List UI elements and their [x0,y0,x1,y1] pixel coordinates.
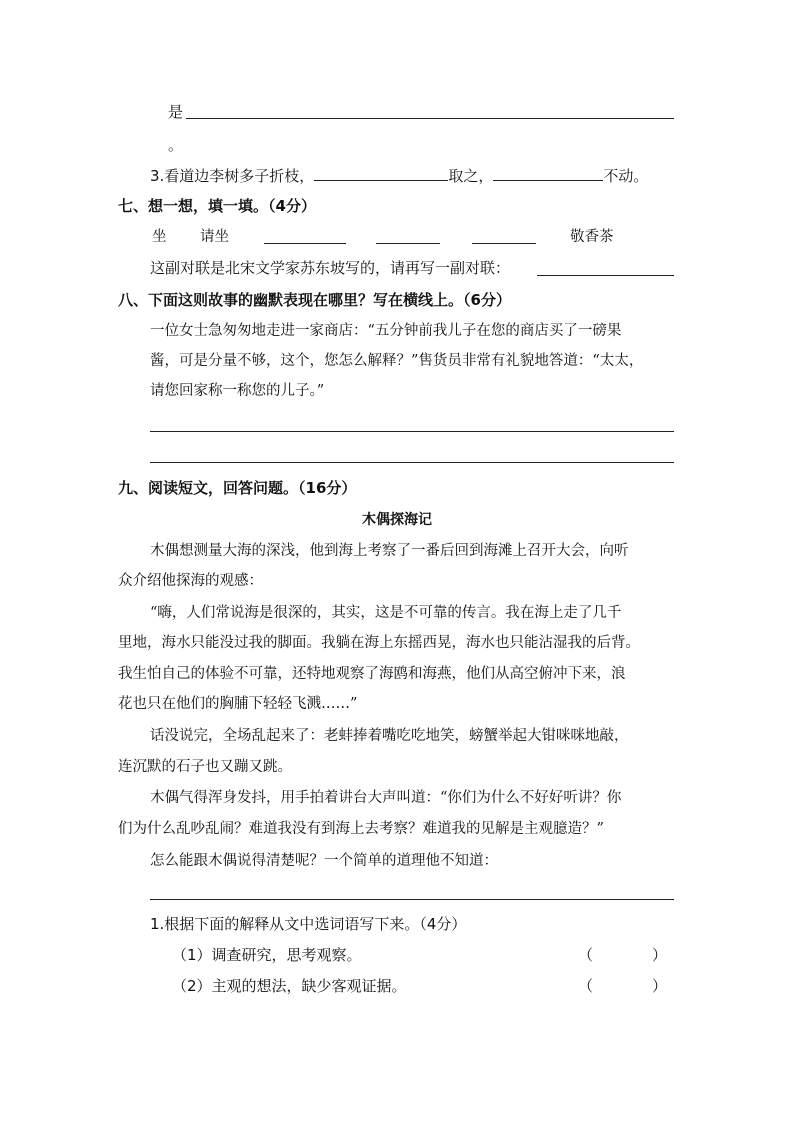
answer-line[interactable] [150,462,674,463]
passage-line: 木偶气得浑身发抖，用手拍着讲台大声叫道：“你们为什么不好好听讲？你 [150,790,622,806]
q8-heading: 八、下面这则故事的幽默表现在哪里？写在横线上。（6分） [118,291,511,309]
answer-box[interactable] [598,976,648,996]
paren-open: （ [578,946,594,964]
couplet-blank-1[interactable] [264,243,346,244]
q6-item3-text2: 取之， [448,167,494,185]
q6-item3-text3: 不动。 [603,167,649,185]
passage-title: 木偶探海记 [362,512,432,528]
passage-line: 里地，海水只能没过我的脚面。我躺在海上东摇西晃，海水也只能沾湿我的后背。 [118,635,640,651]
sub1-item-label: （2）主观的想法，缺少客观证据。 [172,977,407,995]
passage-line: 连沉默的石子也又蹦又跳。 [118,759,292,775]
q7-instruction: 这副对联是北宋文学家苏东坡写的，请再写一副对联： [150,259,511,277]
blank-1[interactable] [314,166,448,181]
story-line: 请您回家称一称您的儿子。” [150,383,325,399]
answer-line[interactable] [186,118,674,119]
couplet-word-3: 敬香茶 [570,229,614,245]
paren-close: ） [652,977,668,995]
passage-line: 怎么能跟木偶说得清楚呢？一个简单的道理他不知道： [150,853,498,869]
passage-line: 们为什么乱吵乱闹？难道我没有到海上去考察？难道我的见解是主观臆造？” [118,821,604,837]
couplet-blank-3[interactable] [472,243,536,244]
sub1-heading: 1.根据下面的解释从文中选词语写下来。（4分） [150,915,467,933]
story-line: 一位女士急匆匆地走进一家商店：“五分钟前我儿子在您的商店买了一磅果 [150,323,622,339]
q9-heading: 九、阅读短文，回答问题。（16分） [118,479,357,497]
passage-line: 我生怕自己的体验不可靠，还特地观察了海鸥和海燕，他们从高空俯冲下来，浪 [118,666,626,682]
couplet-blank-2[interactable] [376,243,440,244]
couplet-word-1: 坐 [152,229,167,245]
answer-line[interactable] [150,431,674,432]
passage-line: 众介绍他探海的观感： [118,573,263,589]
paren-open: （ [578,977,594,995]
q7-heading: 七、想一想，填一填。（4分） [118,197,316,215]
couplet-word-2: 请坐 [200,229,229,245]
story-line: 酱，可是分量不够，这个，您怎么解释？”售货员非常有礼貌地答道：“太太， [150,353,644,369]
sub1-item-label: （1）调查研究，思考观察。 [172,946,362,964]
q6-item3 [150,166,648,186]
paren-close: ） [652,946,668,964]
q6-line2-prefix: 是 [168,103,184,121]
answer-box[interactable] [598,945,648,965]
passage-line: “嗨，人们常说海是很深的，其实，这是不可靠的传言。我在海上走了几千 [150,605,622,621]
passage-line: 话没说完，全场乱起来了：老蚌捧着嘴吃吃地笑，螃蟹举起大钳咪咪地敲， [150,728,629,744]
blank-2[interactable] [493,166,603,181]
q6-line2-end: 。 [168,136,184,154]
couplet-answer-line[interactable] [537,275,674,276]
q6-item3-text1: 3.看道边李树多子折枝， [150,167,315,185]
passage-line: 木偶想测量大海的深浅，他到海上考察了一番后回到海滩上召开大会，向听 [150,543,629,559]
answer-line[interactable] [150,899,674,900]
passage-line: 花也只在他们的胸脯下轻轻飞溅……” [118,696,358,712]
